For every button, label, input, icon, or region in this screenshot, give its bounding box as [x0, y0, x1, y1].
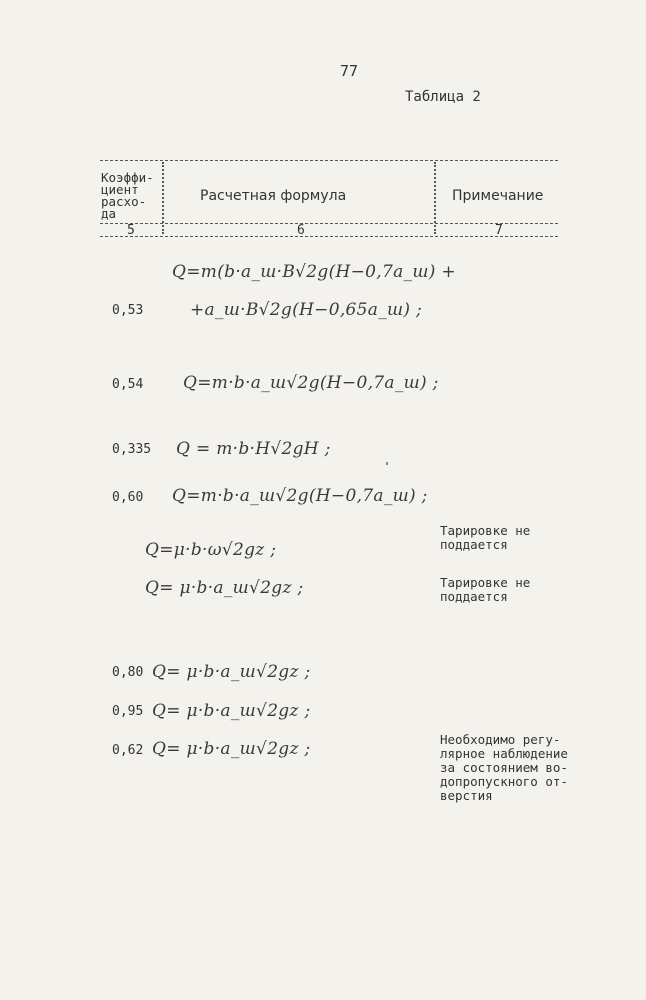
coefficient-row1: 0,53 [112, 303, 144, 318]
table-caption: Таблица 2 [405, 89, 481, 105]
formula-row1-line1: Q=m(b·a_ш·B√2g(H−0,7a_ш) + [172, 262, 456, 282]
header-number-6: 6 [297, 223, 305, 238]
coefficient-row8: 0,95 [112, 704, 144, 719]
formula-row7: Q= μ·b·a_ш√2gz ; [152, 662, 311, 682]
header-coefficient: Коэффи- циент расхо- да [101, 170, 154, 221]
scan-speck [386, 462, 388, 465]
formula-row6: Q= μ·b·a_ш√2gz ; [145, 578, 304, 598]
table-top-rule [100, 160, 558, 161]
formula-row8: Q= μ·b·a_ш√2gz ; [152, 701, 311, 721]
coefficient-row7: 0,80 [112, 665, 144, 680]
page-number: 77 [340, 62, 359, 80]
header-note: Примечание [452, 188, 544, 204]
formula-row1-line2: +a_ш·B√2g(H−0,65a_ш) ; [190, 300, 423, 320]
formula-row5: Q=μ·b·ω√2gz ; [145, 540, 277, 560]
header-formula: Расчетная формула [200, 188, 347, 204]
note-row9: Необходимо регу- лярное наблюдение за состоянием во- допропускного от- верстия [440, 732, 568, 803]
column-divider-1 [162, 162, 164, 234]
header-number-7: 7 [495, 223, 503, 238]
coefficient-row2: 0,54 [112, 377, 144, 392]
formula-row4: Q=m·b·a_ш√2g(H−0,7a_ш) ; [172, 486, 428, 506]
coefficient-row3: 0,335 [112, 442, 152, 457]
formula-row2: Q=m·b·a_ш√2g(H−0,7a_ш) ; [183, 373, 439, 393]
table-numbers-rule [100, 236, 558, 237]
column-divider-2 [434, 162, 436, 234]
note-row5: Тарировке не поддается [440, 523, 531, 552]
header-number-5: 5 [127, 223, 135, 238]
table-header-rule [100, 223, 558, 224]
formula-row9: Q= μ·b·a_ш√2gz ; [152, 739, 311, 759]
note-row6: Тарировке не поддается [440, 575, 531, 604]
coefficient-row9: 0,62 [112, 743, 144, 758]
formula-row3: Q = m·b·H√2gH ; [176, 439, 331, 459]
coefficient-row4: 0,60 [112, 490, 144, 505]
